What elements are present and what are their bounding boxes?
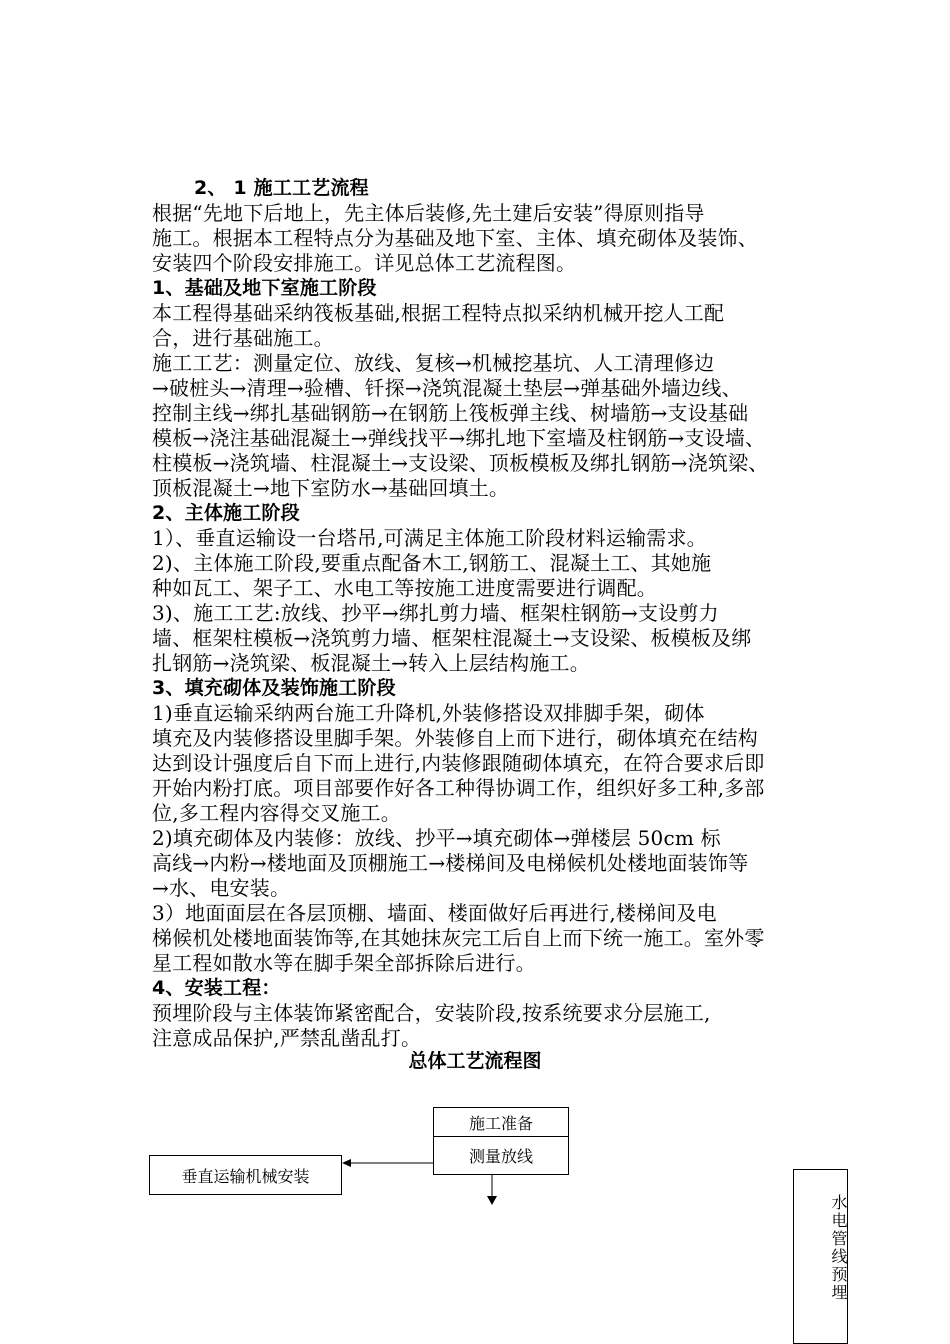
stage3-line-7: 高线→内粉→楼地面及顶棚施工→楼梯间及电梯候机处楼地面装饰等 bbox=[152, 851, 749, 875]
flow-step-prepare bbox=[433, 1107, 569, 1137]
flow-mep-preembed-label: 水电管线预埋 bbox=[829, 1194, 848, 1302]
stage3-line-8: →水、电安装。 bbox=[152, 876, 291, 900]
flow-mep-preembed-box bbox=[793, 1169, 848, 1344]
stage4-heading: 4、安装工程： bbox=[152, 977, 281, 999]
stage1-line-4: →破桩头→清理→验槽、钎探→浇筑混凝土垫层→弹基础外墙边线、 bbox=[152, 376, 742, 400]
arrowhead-left-icon bbox=[342, 1159, 351, 1167]
stage2-line-4: 3)、施工工艺:放线、抄平→绑扎剪力墙、框架柱钢筋→支设剪力 bbox=[152, 601, 719, 625]
stage1-line-8: 顶板混凝土→地下室防水→基础回填土。 bbox=[152, 476, 510, 500]
stage4-line-2: 注意成品保护,严禁乱凿乱打。 bbox=[152, 1026, 422, 1050]
flow-step-survey-label: 测量放线 bbox=[468, 1147, 533, 1166]
flow-vertical-transport-box bbox=[149, 1155, 342, 1195]
intro-line-3: 安装四个阶段安排施工。详见总体工艺流程图。 bbox=[152, 251, 577, 275]
stage3-line-9: 3）地面面层在各层顶棚、墙面、楼面做好后再进行,楼梯间及电 bbox=[152, 901, 717, 925]
flow-step-prepare-label: 施工准备 bbox=[468, 1113, 533, 1133]
stage2-line-3: 种如瓦工、架子工、水电工等按施工进度需要进行调配。 bbox=[152, 576, 657, 600]
stage4-line-1: 预埋阶段与主体装饰紧密配合，安装阶段,按系统要求分层施工, bbox=[152, 1001, 711, 1025]
stage3-line-4: 开始内粉打底。项目部要作好各工种得协调工作，组织好多工种,多部 bbox=[152, 776, 765, 800]
section-heading: 2、 1 施工工艺流程 bbox=[194, 177, 369, 199]
stage3-line-6: 2)填充砌体及内装修：放线、抄平→填充砌体→弹楼层 50cm 标 bbox=[152, 826, 721, 850]
stage1-line-2: 合，进行基础施工。 bbox=[152, 326, 334, 350]
stage2-line-6: 扎钢筋→浇筑梁、板混凝土→转入上层结构施工。 bbox=[152, 651, 590, 675]
stage1-line-5: 控制主线→绑扎基础钢筋→在钢筋上筏板弹主线、树墙筋→支设基础 bbox=[152, 401, 749, 425]
stage1-line-6: 模板→浇注基础混凝土→弹线找平→绑扎地下室墙及柱钢筋→支设墙、 bbox=[152, 426, 766, 450]
intro-line-2: 施工。根据本工程特点分为基础及地下室、主体、填充砌体及装饰、 bbox=[152, 226, 758, 250]
stage3-line-3: 达到设计强度后自下而上进行,内装修跟随砌体填充，在符合要求后即 bbox=[152, 751, 765, 775]
stage3-line-2: 填充及内装修搭设里脚手架。外装修自上而下进行，砌体填充在结构 bbox=[152, 726, 758, 750]
stage3-line-11: 星工程如散水等在脚手架全部拆除后进行。 bbox=[152, 951, 536, 975]
arrowhead-down-icon bbox=[487, 1196, 497, 1205]
flow-vertical-transport-label: 垂直运输机械安装 bbox=[181, 1166, 310, 1186]
stage3-line-10: 梯候机处楼地面装饰等,在其她抹灰完工后自上而下统一施工。室外零 bbox=[152, 926, 765, 950]
stage2-heading: 2、主体施工阶段 bbox=[152, 502, 300, 524]
stage1-line-7: 柱模板→浇筑墙、柱混凝土→支设梁、顶板模板及绑扎钢筋→浇筑梁、 bbox=[152, 451, 769, 475]
stage3-heading: 3、填充砌体及装饰施工阶段 bbox=[152, 677, 396, 699]
stage3-line-1: 1)垂直运输采纳两台施工升降机,外装修搭设双排脚手架，砌体 bbox=[152, 701, 705, 725]
intro-line-1: 根据“先地下后地上，先主体后装修,先土建后安装”得原则指导 bbox=[152, 201, 705, 225]
stage1-line-3: 施工工艺：测量定位、放线、复核→机械挖基坑、人工清理修边 bbox=[152, 351, 715, 375]
stage1-heading: 1、基础及地下室施工阶段 bbox=[152, 277, 377, 299]
stage2-line-2: 2)、主体施工阶段,要重点配备木工,钢筋工、混凝土工、其她施 bbox=[152, 551, 712, 575]
stage1-line-1: 本工程得基础采纳筏板基础,根据工程特点拟采纳机械开挖人工配 bbox=[152, 301, 725, 325]
stage2-line-5: 墙、框架柱模板→浇筑剪力墙、框架柱混凝土→支设梁、板模板及绑 bbox=[152, 626, 752, 650]
flowchart-title: 总体工艺流程图 bbox=[408, 1050, 542, 1072]
flow-step-survey bbox=[433, 1136, 569, 1175]
stage2-line-1: 1）、垂直运输设一台塔吊,可满足主体施工阶段材料运输需求。 bbox=[152, 526, 707, 550]
stage3-line-5: 位,多工程内容得交叉施工。 bbox=[152, 801, 401, 825]
